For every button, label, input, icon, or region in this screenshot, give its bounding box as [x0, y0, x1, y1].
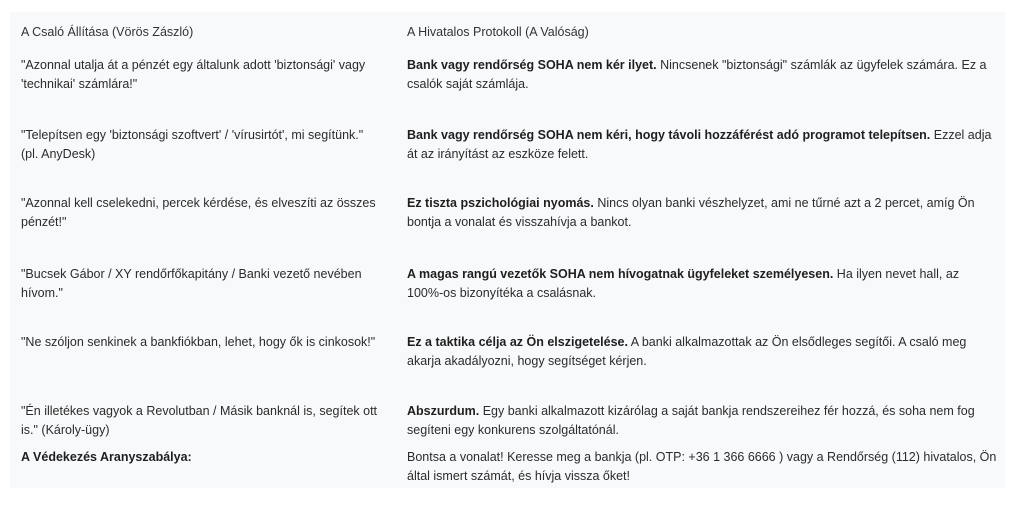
reality-text: Nincsenek "biztonsági" számlák az ügyfelek számára. Ez a csalók saját számlája.: [407, 58, 987, 91]
reality-cell: [407, 126, 997, 164]
reality-bold: Abszurdum.: [407, 404, 480, 418]
reality-text: Egy banki alkalmazott kizárólag a saját bankja rendszereihez fér hozzá, és soha nem fog segíteni egy konkurens szolgáltatónál.: [407, 404, 975, 437]
header-official-protocol: A Hivatalos Protokoll (A Valóság): [407, 25, 589, 39]
golden-rule-label-text: A Védekezés Aranyszabálya:: [21, 450, 192, 464]
reality-bold: Ez a taktika célja az Ön elszigetelése.: [407, 335, 628, 349]
comparison-table: [10, 12, 1005, 488]
claim-cell: "Ne szóljon senkinek a bankfiókban, lehet, hogy ők is cinkosok!": [21, 335, 376, 349]
claim-cell: "Én illetékes vagyok a Revolutban / Másik banknál is, segítek ott is." (Károly-ügy): [21, 404, 378, 437]
claim-cell: "Bucsek Gábor / XY rendőrfőkapitány / Banki vezető nevében hívom.": [21, 267, 362, 300]
reality-cell: [407, 265, 997, 303]
reality-text: Nincs olyan banki vészhelyzet, ami ne tűrné azt a 2 percet, amíg Ön bontja a vonalat és visszahívja a bankot.: [407, 196, 975, 229]
reality-cell: [407, 56, 997, 94]
reality-text: A banki alkalmazottak az Ön elsődleges segítői. A csaló meg akarja akadályozni, hogy segítséget kérjen.: [407, 335, 967, 368]
claim-cell: "Telepítsen egy 'biztonsági szoftvert' / 'vírusirtót', mi segítünk." (pl. AnyDesk): [21, 128, 364, 161]
reality-text: Ezzel adja át az irányítást az eszköze felett.: [407, 128, 992, 161]
reality-bold: Ez tiszta pszichológiai nyomás.: [407, 196, 594, 210]
header-scammer-claim: A Csaló Állítása (Vörös Zászló): [21, 25, 194, 39]
claim-cell: "Azonnal kell cselekedni, percek kérdése, és elveszíti az összes pénzét!": [21, 196, 376, 229]
reality-cell: [407, 402, 997, 440]
claim-cell: "Azonnal utalja át a pénzét egy általunk adott 'biztonsági' vagy 'technikai' számlára!": [21, 58, 366, 91]
reality-cell: [407, 194, 997, 232]
reality-cell: [407, 333, 997, 371]
golden-rule-label: [21, 448, 381, 467]
reality-text: Ha ilyen nevet hall, az 100%-os bizonyítéka a csalásnak.: [407, 267, 960, 300]
golden-rule-text: Bontsa a vonalat! Keresse meg a bankja (pl. OTP: +36 1 366 6666 ) vagy a Rendőrség (112) hivatalos, Ön által ismert számát, és hívja vissza őket!: [407, 450, 997, 483]
reality-bold: A magas rangú vezetők SOHA nem hívogatnak ügyfeleket személyesen.: [407, 267, 834, 281]
reality-bold: Bank vagy rendőrség SOHA nem kér ilyet.: [407, 58, 657, 72]
reality-bold: Bank vagy rendőrség SOHA nem kéri, hogy távoli hozzáférést adó programot telepítsen.: [407, 128, 931, 142]
